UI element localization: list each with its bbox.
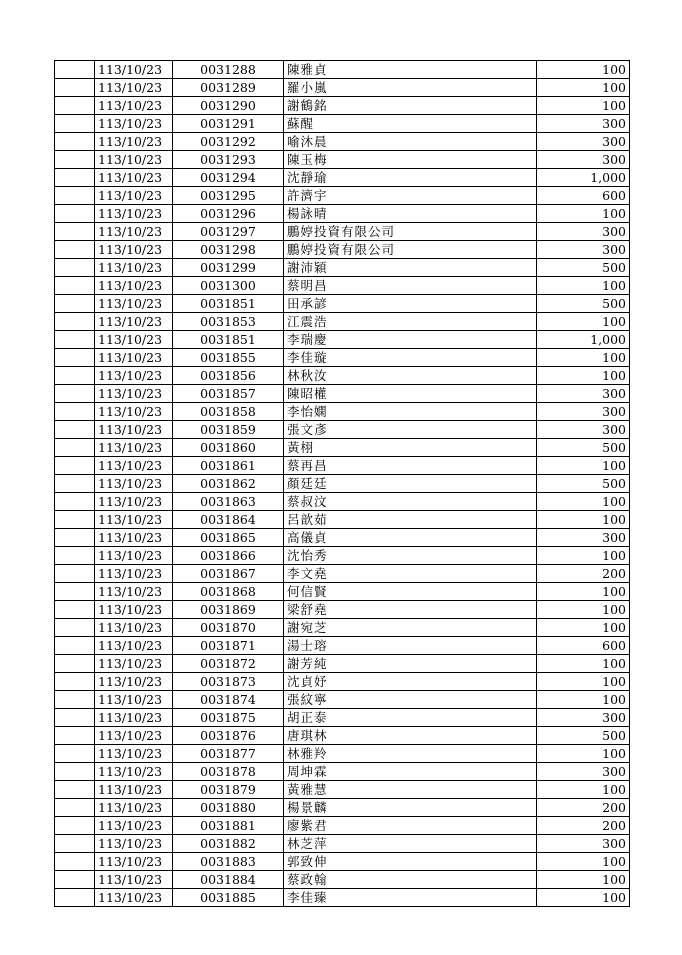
blank-cell — [55, 241, 95, 259]
table-row — [55, 457, 630, 475]
donor-name-cell: 陳雅貞 — [284, 61, 537, 79]
date-cell: 113/10/23 — [95, 241, 173, 259]
receipt-number-cell: 0031881 — [173, 817, 284, 835]
receipt-number-cell: 0031292 — [173, 133, 284, 151]
donor-name-cell: 陳昭權 — [284, 385, 537, 403]
donor-name-cell: 羅小嵐 — [284, 79, 537, 97]
date-cell: 113/10/23 — [95, 547, 173, 565]
amount-cell: 100 — [537, 547, 630, 565]
date-cell: 113/10/23 — [95, 295, 173, 313]
table-row — [55, 745, 630, 763]
amount-cell: 100 — [537, 205, 630, 223]
blank-cell — [55, 313, 95, 331]
amount-cell: 500 — [537, 727, 630, 745]
receipt-number-cell: 0031872 — [173, 655, 284, 673]
ledger-body — [55, 61, 630, 907]
amount-cell: 100 — [537, 79, 630, 97]
receipt-number-cell: 0031867 — [173, 565, 284, 583]
date-cell: 113/10/23 — [95, 745, 173, 763]
amount-cell: 100 — [537, 367, 630, 385]
receipt-number-cell: 0031853 — [173, 313, 284, 331]
receipt-number-cell: 0031299 — [173, 259, 284, 277]
blank-cell — [55, 115, 95, 133]
receipt-number-cell: 0031859 — [173, 421, 284, 439]
receipt-number-cell: 0031875 — [173, 709, 284, 727]
donor-name-cell: 黃栩 — [284, 439, 537, 457]
date-cell: 113/10/23 — [95, 187, 173, 205]
date-cell: 113/10/23 — [95, 565, 173, 583]
table-row — [55, 241, 630, 259]
amount-cell: 100 — [537, 691, 630, 709]
blank-cell — [55, 619, 95, 637]
table-row — [55, 637, 630, 655]
blank-cell — [55, 511, 95, 529]
table-row — [55, 439, 630, 457]
receipt-number-cell: 0031293 — [173, 151, 284, 169]
blank-cell — [55, 421, 95, 439]
amount-cell: 100 — [537, 583, 630, 601]
amount-cell: 100 — [537, 853, 630, 871]
table-row — [55, 781, 630, 799]
amount-cell: 500 — [537, 439, 630, 457]
table-row — [55, 709, 630, 727]
amount-cell: 100 — [537, 745, 630, 763]
table-row — [55, 655, 630, 673]
amount-cell: 300 — [537, 421, 630, 439]
blank-cell — [55, 529, 95, 547]
date-cell: 113/10/23 — [95, 691, 173, 709]
date-cell: 113/10/23 — [95, 709, 173, 727]
donor-name-cell: 廖紫君 — [284, 817, 537, 835]
donor-name-cell: 許濟宇 — [284, 187, 537, 205]
table-row — [55, 61, 630, 79]
table-row — [55, 853, 630, 871]
table-row — [55, 367, 630, 385]
amount-cell: 300 — [537, 133, 630, 151]
receipt-number-cell: 0031291 — [173, 115, 284, 133]
table-row — [55, 169, 630, 187]
amount-cell: 300 — [537, 385, 630, 403]
table-row — [55, 871, 630, 889]
amount-cell: 200 — [537, 565, 630, 583]
amount-cell: 500 — [537, 259, 630, 277]
amount-cell: 300 — [537, 403, 630, 421]
blank-cell — [55, 457, 95, 475]
date-cell: 113/10/23 — [95, 799, 173, 817]
receipt-number-cell: 0031866 — [173, 547, 284, 565]
table-row — [55, 295, 630, 313]
date-cell: 113/10/23 — [95, 97, 173, 115]
receipt-number-cell: 0031884 — [173, 871, 284, 889]
blank-cell — [55, 349, 95, 367]
date-cell: 113/10/23 — [95, 853, 173, 871]
table-row — [55, 727, 630, 745]
table-row — [55, 421, 630, 439]
table-row — [55, 151, 630, 169]
receipt-number-cell: 0031877 — [173, 745, 284, 763]
date-cell: 113/10/23 — [95, 529, 173, 547]
amount-cell: 100 — [537, 493, 630, 511]
receipt-number-cell: 0031871 — [173, 637, 284, 655]
blank-cell — [55, 709, 95, 727]
amount-cell: 100 — [537, 457, 630, 475]
blank-cell — [55, 223, 95, 241]
blank-cell — [55, 493, 95, 511]
table-row — [55, 349, 630, 367]
date-cell: 113/10/23 — [95, 169, 173, 187]
date-cell: 113/10/23 — [95, 673, 173, 691]
table-row — [55, 583, 630, 601]
date-cell: 113/10/23 — [95, 403, 173, 421]
receipt-number-cell: 0031873 — [173, 673, 284, 691]
receipt-number-cell: 0031856 — [173, 367, 284, 385]
donor-name-cell: 周坤霖 — [284, 763, 537, 781]
table-row — [55, 691, 630, 709]
blank-cell — [55, 97, 95, 115]
date-cell: 113/10/23 — [95, 421, 173, 439]
donor-name-cell: 唐琪林 — [284, 727, 537, 745]
receipt-number-cell: 0031297 — [173, 223, 284, 241]
table-row — [55, 763, 630, 781]
donor-name-cell: 呂歆茹 — [284, 511, 537, 529]
receipt-number-cell: 0031851 — [173, 331, 284, 349]
donor-name-cell: 何信賢 — [284, 583, 537, 601]
date-cell: 113/10/23 — [95, 205, 173, 223]
blank-cell — [55, 817, 95, 835]
receipt-number-cell: 0031882 — [173, 835, 284, 853]
amount-cell: 100 — [537, 277, 630, 295]
date-cell: 113/10/23 — [95, 385, 173, 403]
amount-cell: 200 — [537, 799, 630, 817]
blank-cell — [55, 565, 95, 583]
receipt-number-cell: 0031885 — [173, 889, 284, 907]
table-row — [55, 259, 630, 277]
table-row — [55, 277, 630, 295]
blank-cell — [55, 187, 95, 205]
receipt-number-cell: 0031879 — [173, 781, 284, 799]
receipt-number-cell: 0031870 — [173, 619, 284, 637]
blank-cell — [55, 367, 95, 385]
donor-name-cell: 林雅羚 — [284, 745, 537, 763]
date-cell: 113/10/23 — [95, 313, 173, 331]
amount-cell: 100 — [537, 349, 630, 367]
date-cell: 113/10/23 — [95, 115, 173, 133]
amount-cell: 500 — [537, 295, 630, 313]
table-row — [55, 79, 630, 97]
date-cell: 113/10/23 — [95, 79, 173, 97]
date-cell: 113/10/23 — [95, 781, 173, 799]
table-row — [55, 331, 630, 349]
blank-cell — [55, 295, 95, 313]
receipt-number-cell: 0031290 — [173, 97, 284, 115]
table-row — [55, 601, 630, 619]
amount-cell: 200 — [537, 817, 630, 835]
blank-cell — [55, 547, 95, 565]
amount-cell: 300 — [537, 709, 630, 727]
donor-name-cell: 謝沛穎 — [284, 259, 537, 277]
table-row — [55, 565, 630, 583]
donor-name-cell: 胡正泰 — [284, 709, 537, 727]
donor-name-cell: 鵬婷投資有限公司 — [284, 241, 537, 259]
donor-name-cell: 謝芳純 — [284, 655, 537, 673]
blank-cell — [55, 259, 95, 277]
donor-name-cell: 蔡再昌 — [284, 457, 537, 475]
donor-name-cell: 林秋汝 — [284, 367, 537, 385]
amount-cell: 100 — [537, 511, 630, 529]
table-row — [55, 403, 630, 421]
table-row — [55, 205, 630, 223]
date-cell: 113/10/23 — [95, 619, 173, 637]
amount-cell: 300 — [537, 151, 630, 169]
amount-cell: 100 — [537, 889, 630, 907]
date-cell: 113/10/23 — [95, 259, 173, 277]
date-cell: 113/10/23 — [95, 475, 173, 493]
table-row — [55, 97, 630, 115]
receipt-number-cell: 0031865 — [173, 529, 284, 547]
donor-name-cell: 蔡政翰 — [284, 871, 537, 889]
receipt-number-cell: 0031874 — [173, 691, 284, 709]
amount-cell: 1,000 — [537, 169, 630, 187]
table-row — [55, 547, 630, 565]
amount-cell: 300 — [537, 241, 630, 259]
donor-name-cell: 楊景麟 — [284, 799, 537, 817]
donor-name-cell: 黃雅慧 — [284, 781, 537, 799]
date-cell: 113/10/23 — [95, 151, 173, 169]
blank-cell — [55, 745, 95, 763]
donor-name-cell: 李佳璇 — [284, 349, 537, 367]
amount-cell: 1,000 — [537, 331, 630, 349]
amount-cell: 100 — [537, 655, 630, 673]
table-row — [55, 475, 630, 493]
date-cell: 113/10/23 — [95, 61, 173, 79]
blank-cell — [55, 169, 95, 187]
receipt-number-cell: 0031298 — [173, 241, 284, 259]
blank-cell — [55, 385, 95, 403]
donor-name-cell: 沈靜瑜 — [284, 169, 537, 187]
blank-cell — [55, 871, 95, 889]
blank-cell — [55, 403, 95, 421]
donor-name-cell: 蔡明昌 — [284, 277, 537, 295]
date-cell: 113/10/23 — [95, 439, 173, 457]
amount-cell: 100 — [537, 61, 630, 79]
donor-name-cell: 田承諺 — [284, 295, 537, 313]
table-row — [55, 187, 630, 205]
date-cell: 113/10/23 — [95, 367, 173, 385]
receipt-number-cell: 0031862 — [173, 475, 284, 493]
receipt-number-cell: 0031857 — [173, 385, 284, 403]
donor-name-cell: 沈貞妤 — [284, 673, 537, 691]
donor-name-cell: 蔡叔汶 — [284, 493, 537, 511]
blank-cell — [55, 277, 95, 295]
donor-name-cell: 李文堯 — [284, 565, 537, 583]
date-cell: 113/10/23 — [95, 457, 173, 475]
table-row — [55, 817, 630, 835]
date-cell: 113/10/23 — [95, 493, 173, 511]
amount-cell: 600 — [537, 187, 630, 205]
date-cell: 113/10/23 — [95, 655, 173, 673]
amount-cell: 300 — [537, 835, 630, 853]
receipt-number-cell: 0031858 — [173, 403, 284, 421]
donor-name-cell: 江震浩 — [284, 313, 537, 331]
amount-cell: 300 — [537, 115, 630, 133]
table-row — [55, 313, 630, 331]
blank-cell — [55, 151, 95, 169]
blank-cell — [55, 439, 95, 457]
donor-name-cell: 陳玉梅 — [284, 151, 537, 169]
amount-cell: 100 — [537, 673, 630, 691]
date-cell: 113/10/23 — [95, 889, 173, 907]
blank-cell — [55, 331, 95, 349]
amount-cell: 300 — [537, 763, 630, 781]
blank-cell — [55, 799, 95, 817]
date-cell: 113/10/23 — [95, 331, 173, 349]
donor-name-cell: 鵬婷投資有限公司 — [284, 223, 537, 241]
table-row — [55, 133, 630, 151]
table-row — [55, 673, 630, 691]
blank-cell — [55, 691, 95, 709]
receipt-number-cell: 0031300 — [173, 277, 284, 295]
date-cell: 113/10/23 — [95, 511, 173, 529]
amount-cell: 300 — [537, 223, 630, 241]
table-row — [55, 511, 630, 529]
donor-name-cell: 楊詠晴 — [284, 205, 537, 223]
donor-name-cell: 張文彥 — [284, 421, 537, 439]
receipt-number-cell: 0031863 — [173, 493, 284, 511]
date-cell: 113/10/23 — [95, 583, 173, 601]
date-cell: 113/10/23 — [95, 637, 173, 655]
blank-cell — [55, 727, 95, 745]
receipt-number-cell: 0031880 — [173, 799, 284, 817]
donor-name-cell: 喻沐晨 — [284, 133, 537, 151]
blank-cell — [55, 853, 95, 871]
table-row — [55, 115, 630, 133]
date-cell: 113/10/23 — [95, 727, 173, 745]
table-row — [55, 223, 630, 241]
table-row — [55, 493, 630, 511]
blank-cell — [55, 637, 95, 655]
donor-name-cell: 林芝萍 — [284, 835, 537, 853]
amount-cell: 100 — [537, 601, 630, 619]
blank-cell — [55, 781, 95, 799]
date-cell: 113/10/23 — [95, 223, 173, 241]
donor-name-cell: 李怡嫻 — [284, 403, 537, 421]
donor-name-cell: 李佳臻 — [284, 889, 537, 907]
table-row — [55, 385, 630, 403]
blank-cell — [55, 673, 95, 691]
donor-name-cell: 沈怡秀 — [284, 547, 537, 565]
blank-cell — [55, 475, 95, 493]
table-row — [55, 889, 630, 907]
blank-cell — [55, 601, 95, 619]
blank-cell — [55, 889, 95, 907]
donor-name-cell: 謝宛芝 — [284, 619, 537, 637]
receipt-number-cell: 0031868 — [173, 583, 284, 601]
receipt-number-cell: 0031295 — [173, 187, 284, 205]
donor-name-cell: 郭致伸 — [284, 853, 537, 871]
date-cell: 113/10/23 — [95, 835, 173, 853]
receipt-number-cell: 0031288 — [173, 61, 284, 79]
date-cell: 113/10/23 — [95, 871, 173, 889]
receipt-number-cell: 0031855 — [173, 349, 284, 367]
table-row — [55, 619, 630, 637]
amount-cell: 600 — [537, 637, 630, 655]
amount-cell: 100 — [537, 871, 630, 889]
blank-cell — [55, 205, 95, 223]
amount-cell: 100 — [537, 97, 630, 115]
amount-cell: 100 — [537, 781, 630, 799]
receipt-number-cell: 0031876 — [173, 727, 284, 745]
date-cell: 113/10/23 — [95, 601, 173, 619]
date-cell: 113/10/23 — [95, 277, 173, 295]
date-cell: 113/10/23 — [95, 763, 173, 781]
donor-name-cell: 顏廷廷 — [284, 475, 537, 493]
blank-cell — [55, 583, 95, 601]
receipt-number-cell: 0031294 — [173, 169, 284, 187]
date-cell: 113/10/23 — [95, 133, 173, 151]
blank-cell — [55, 133, 95, 151]
receipt-number-cell: 0031289 — [173, 79, 284, 97]
table-row — [55, 835, 630, 853]
receipt-number-cell: 0031860 — [173, 439, 284, 457]
donor-name-cell: 謝鶴銘 — [284, 97, 537, 115]
blank-cell — [55, 763, 95, 781]
blank-cell — [55, 79, 95, 97]
date-cell: 113/10/23 — [95, 349, 173, 367]
blank-cell — [55, 61, 95, 79]
amount-cell: 500 — [537, 475, 630, 493]
amount-cell: 100 — [537, 619, 630, 637]
donor-name-cell: 湯士瑢 — [284, 637, 537, 655]
table-row — [55, 529, 630, 547]
amount-cell: 100 — [537, 313, 630, 331]
donor-name-cell: 高儀貞 — [284, 529, 537, 547]
donor-name-cell: 蘇醒 — [284, 115, 537, 133]
receipt-number-cell: 0031878 — [173, 763, 284, 781]
donation-ledger-table — [54, 60, 630, 907]
receipt-number-cell: 0031864 — [173, 511, 284, 529]
donor-name-cell: 張紋寧 — [284, 691, 537, 709]
donor-name-cell: 李瑞慶 — [284, 331, 537, 349]
receipt-number-cell: 0031296 — [173, 205, 284, 223]
date-cell: 113/10/23 — [95, 817, 173, 835]
donor-name-cell: 梁舒堯 — [284, 601, 537, 619]
receipt-number-cell: 0031851 — [173, 295, 284, 313]
blank-cell — [55, 655, 95, 673]
receipt-number-cell: 0031883 — [173, 853, 284, 871]
table-row — [55, 799, 630, 817]
receipt-number-cell: 0031869 — [173, 601, 284, 619]
blank-cell — [55, 835, 95, 853]
amount-cell: 300 — [537, 529, 630, 547]
receipt-number-cell: 0031861 — [173, 457, 284, 475]
